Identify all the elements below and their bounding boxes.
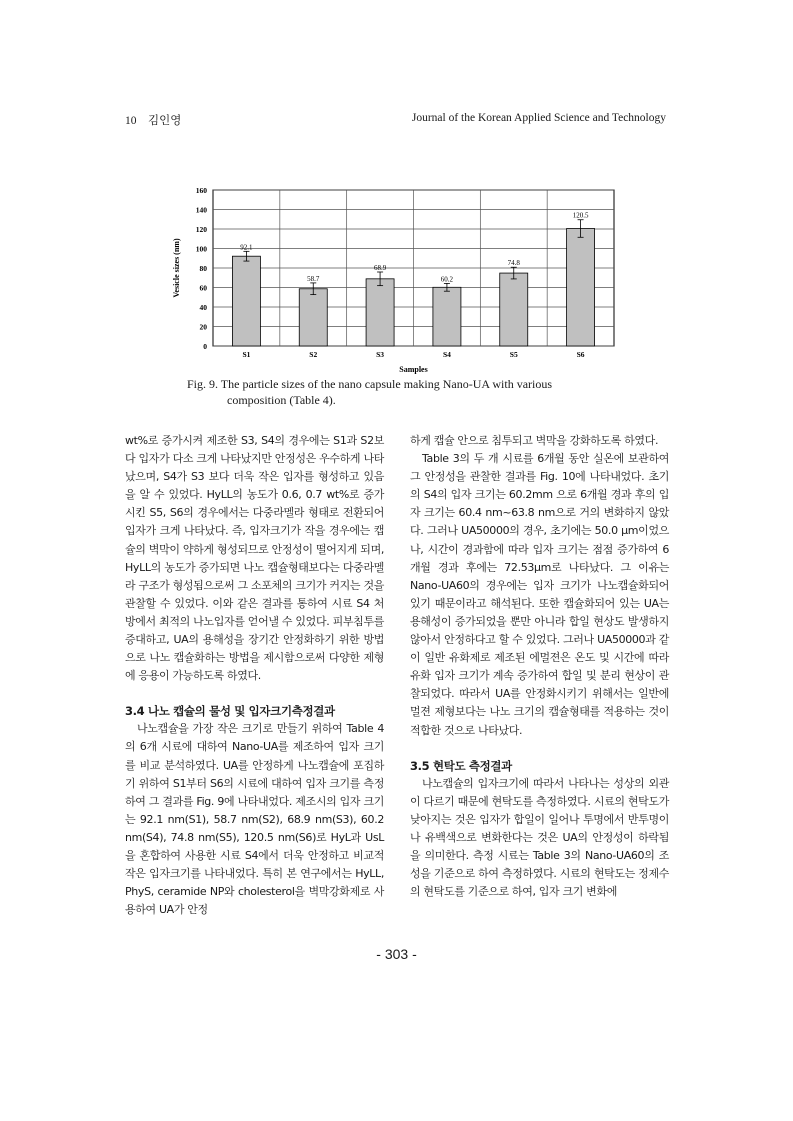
bar-s6 (567, 229, 595, 346)
y-tick-label: 120 (195, 225, 207, 234)
paragraph: 하게 캡슐 안으로 침투되고 벽막을 강화하도록 하였다. (410, 434, 659, 447)
data-label: 58.7 (307, 274, 320, 283)
x-tick-label: S3 (376, 350, 385, 359)
bar-s5 (500, 273, 528, 346)
y-tick-label: 0 (203, 342, 207, 351)
data-label: 120.5 (572, 211, 589, 220)
x-tick-label: S5 (509, 350, 518, 359)
x-tick-label: S1 (242, 350, 251, 359)
bar-s4 (433, 287, 461, 346)
data-label: 68.9 (373, 263, 387, 272)
y-tick-label: 20 (199, 322, 207, 332)
x-tick-label: S4 (442, 350, 451, 359)
x-axis-label: Samples (399, 365, 428, 374)
author: 김인영 (148, 115, 182, 127)
data-label: 74.8 (507, 259, 520, 268)
left-column (125, 432, 384, 919)
bar-s2 (299, 289, 327, 346)
data-label: 92.1 (240, 243, 253, 252)
section-heading-3-4: 3.4 나노 캡슐의 물성 및 입자크기측정결과 (125, 704, 335, 719)
y-axis-label: Vesicle sizes (nm) (172, 238, 181, 298)
bar-s3 (366, 279, 394, 346)
caption-line-2: composition (Table 4). (227, 393, 336, 407)
paragraph: wt%로 증가시켜 제조한 S3, S4의 경우에는 S1과 S2보다 입자가 다소 크게 나타났지만 안정성은 우수하게 나타났으며, S4가 S3 보다 더욱 작은 입자를 형성하고 있음을 알 수 있었다. HyLL의 농도가 0.6, 0.7 wt%로 증가시킨 S5, S6의 경우에서는 다중라멜라 형태로 전환되어 입자가 크게 나타났다. 즉, 입자크기가 작을 경우에는 캡슐의 벽막이 약하게 형성되므로 안정성이 떨어지게 되며, HyLL의 농도가 증가되면 나노 캡슐형태보다는 다중라멜라 구조가 형성됨으로써 그 소포체의 크기가 커지는 것을 관찰할 수 있었다. 이와 같은 결과를 통하여 시료 S4 처방에서 최적의 나노입자를 얻어낼 수 있었다. 피부침투를 증대하고, UA의 용해성을 장기간 안정화하기 위한 방법으로 나노 캡슐화하는 방법을 제시함으로써 다양한 제형에 응용이 가능하도록 하였다. (125, 434, 384, 683)
journal-title: Journal of the Korean Applied Science and Technology (411, 112, 666, 124)
y-tick-label: 160 (195, 186, 207, 195)
right-column (410, 432, 669, 901)
y-tick-label: 140 (195, 205, 207, 215)
page-number: 10 (125, 115, 137, 127)
y-tick-label: 80 (199, 264, 207, 273)
x-tick-label: S2 (309, 350, 318, 359)
paragraph: 나노캡슐의 입자크기에 따라서 나타나는 성상의 외관이 다르기 때문에 현탁도를 측정하였다. 시료의 현탁도가 낮아지는 것은 입자가 합일이 일어나 투명에서 반투명이나 유백색으로 변화한다는 것은 UA의 안정성이 하락됨을 의미한다. 측정 시료는 Table 3의 Nano-UA60의 조성을 기준으로 하여 측정하였다. 시료의 현탁도는 정제수의 현탁도를 기준으로 하여, 입자 크기 변화에 (410, 776, 669, 899)
y-tick-label: 100 (195, 244, 207, 254)
particle-size-chart (170, 183, 615, 375)
data-label: 60.2 (440, 275, 454, 284)
section-heading-3-5: 3.5 현탁도 측정결과 (410, 758, 512, 773)
paragraph: Table 3의 두 개 시료를 6개월 동안 실온에 보관하여 그 안정성을 관찰한 결과를 Fig. 10에 나타내었다. 초기의 S4의 입자 크기는 60.2mm 으로 6개월 경과 후의 입자 크기는 60.4 nm~63.8 nm으로 거의 변화하지 않았다. 그러나 UA50000의 경우, 초기에는 50.0 μm이었으나, 시간이 경과함에 따라 입자 크기는 점점 증가하여 6개월 경과 후에는 72.53μm로 나타났다. 그 이유는 Nano-UA60의 경우에는 입자 크기가 나노캡슐화되어 있기 때문이라고 해석된다. 또한 캡슐화되어 있는 UA는 용해성이 증가되었을 뿐만 아니라 합일 현상도 발생하지 않아서 안정하다고 할 수 있었다. 그러나 UA50000과 같이 일반 유화제로 제조된 에멀젼은 온도 및 시간에 따라 유화 입자 크기가 계속 증가하여 합일 및 분리 현상이 관찰되었다. 따라서 UA를 안정화시키기 위해서는 일반에멀젼 제형보다는 나노 크기의 캡슐형태를 적용하는 것이 적합한 것으로 나타났다. (410, 452, 669, 737)
figure-caption (187, 376, 627, 408)
page-footer: - 303 - (376, 946, 417, 962)
bar-s1 (232, 256, 260, 346)
y-tick-label: 40 (199, 303, 207, 312)
paragraph: 나노캡슐을 가장 작은 크기로 만들기 위하여 Table 4의 6개 시료에 대하여 Nano-UA를 제조하여 입자 크기를 비교 분석하였다. UA를 안정하게 나노캡슐에 포집하기 위하여 S1부터 S6의 시료에 대하여 입자 크기를 측정하여 그 결과를 Fig. 9에 나타내었다. 제조시의 입자 크기는 92.1 nm(S1), 58.7 nm(S2), 68.9 nm(S3), 60.2 nm(S4), 74.8 nm(S5), 120.5 nm(S6)로 HyL과 UsL을 혼합하여 사용한 시료 S4에서 더욱 안정하고 비교적 작은 입자크기를 나타내었다. 특히 본 연구에서는 HyLL, PhyS, ceramide NP와 cholesterol을 벽막강화제로 사용하여 UA가 안정 (125, 722, 384, 917)
x-tick-label: S6 (576, 350, 585, 359)
y-tick-label: 60 (199, 283, 207, 293)
header-left (125, 112, 181, 128)
caption-line-1: Fig. 9. The particle sizes of the nano capsule making Nano-UA with various (187, 377, 553, 391)
